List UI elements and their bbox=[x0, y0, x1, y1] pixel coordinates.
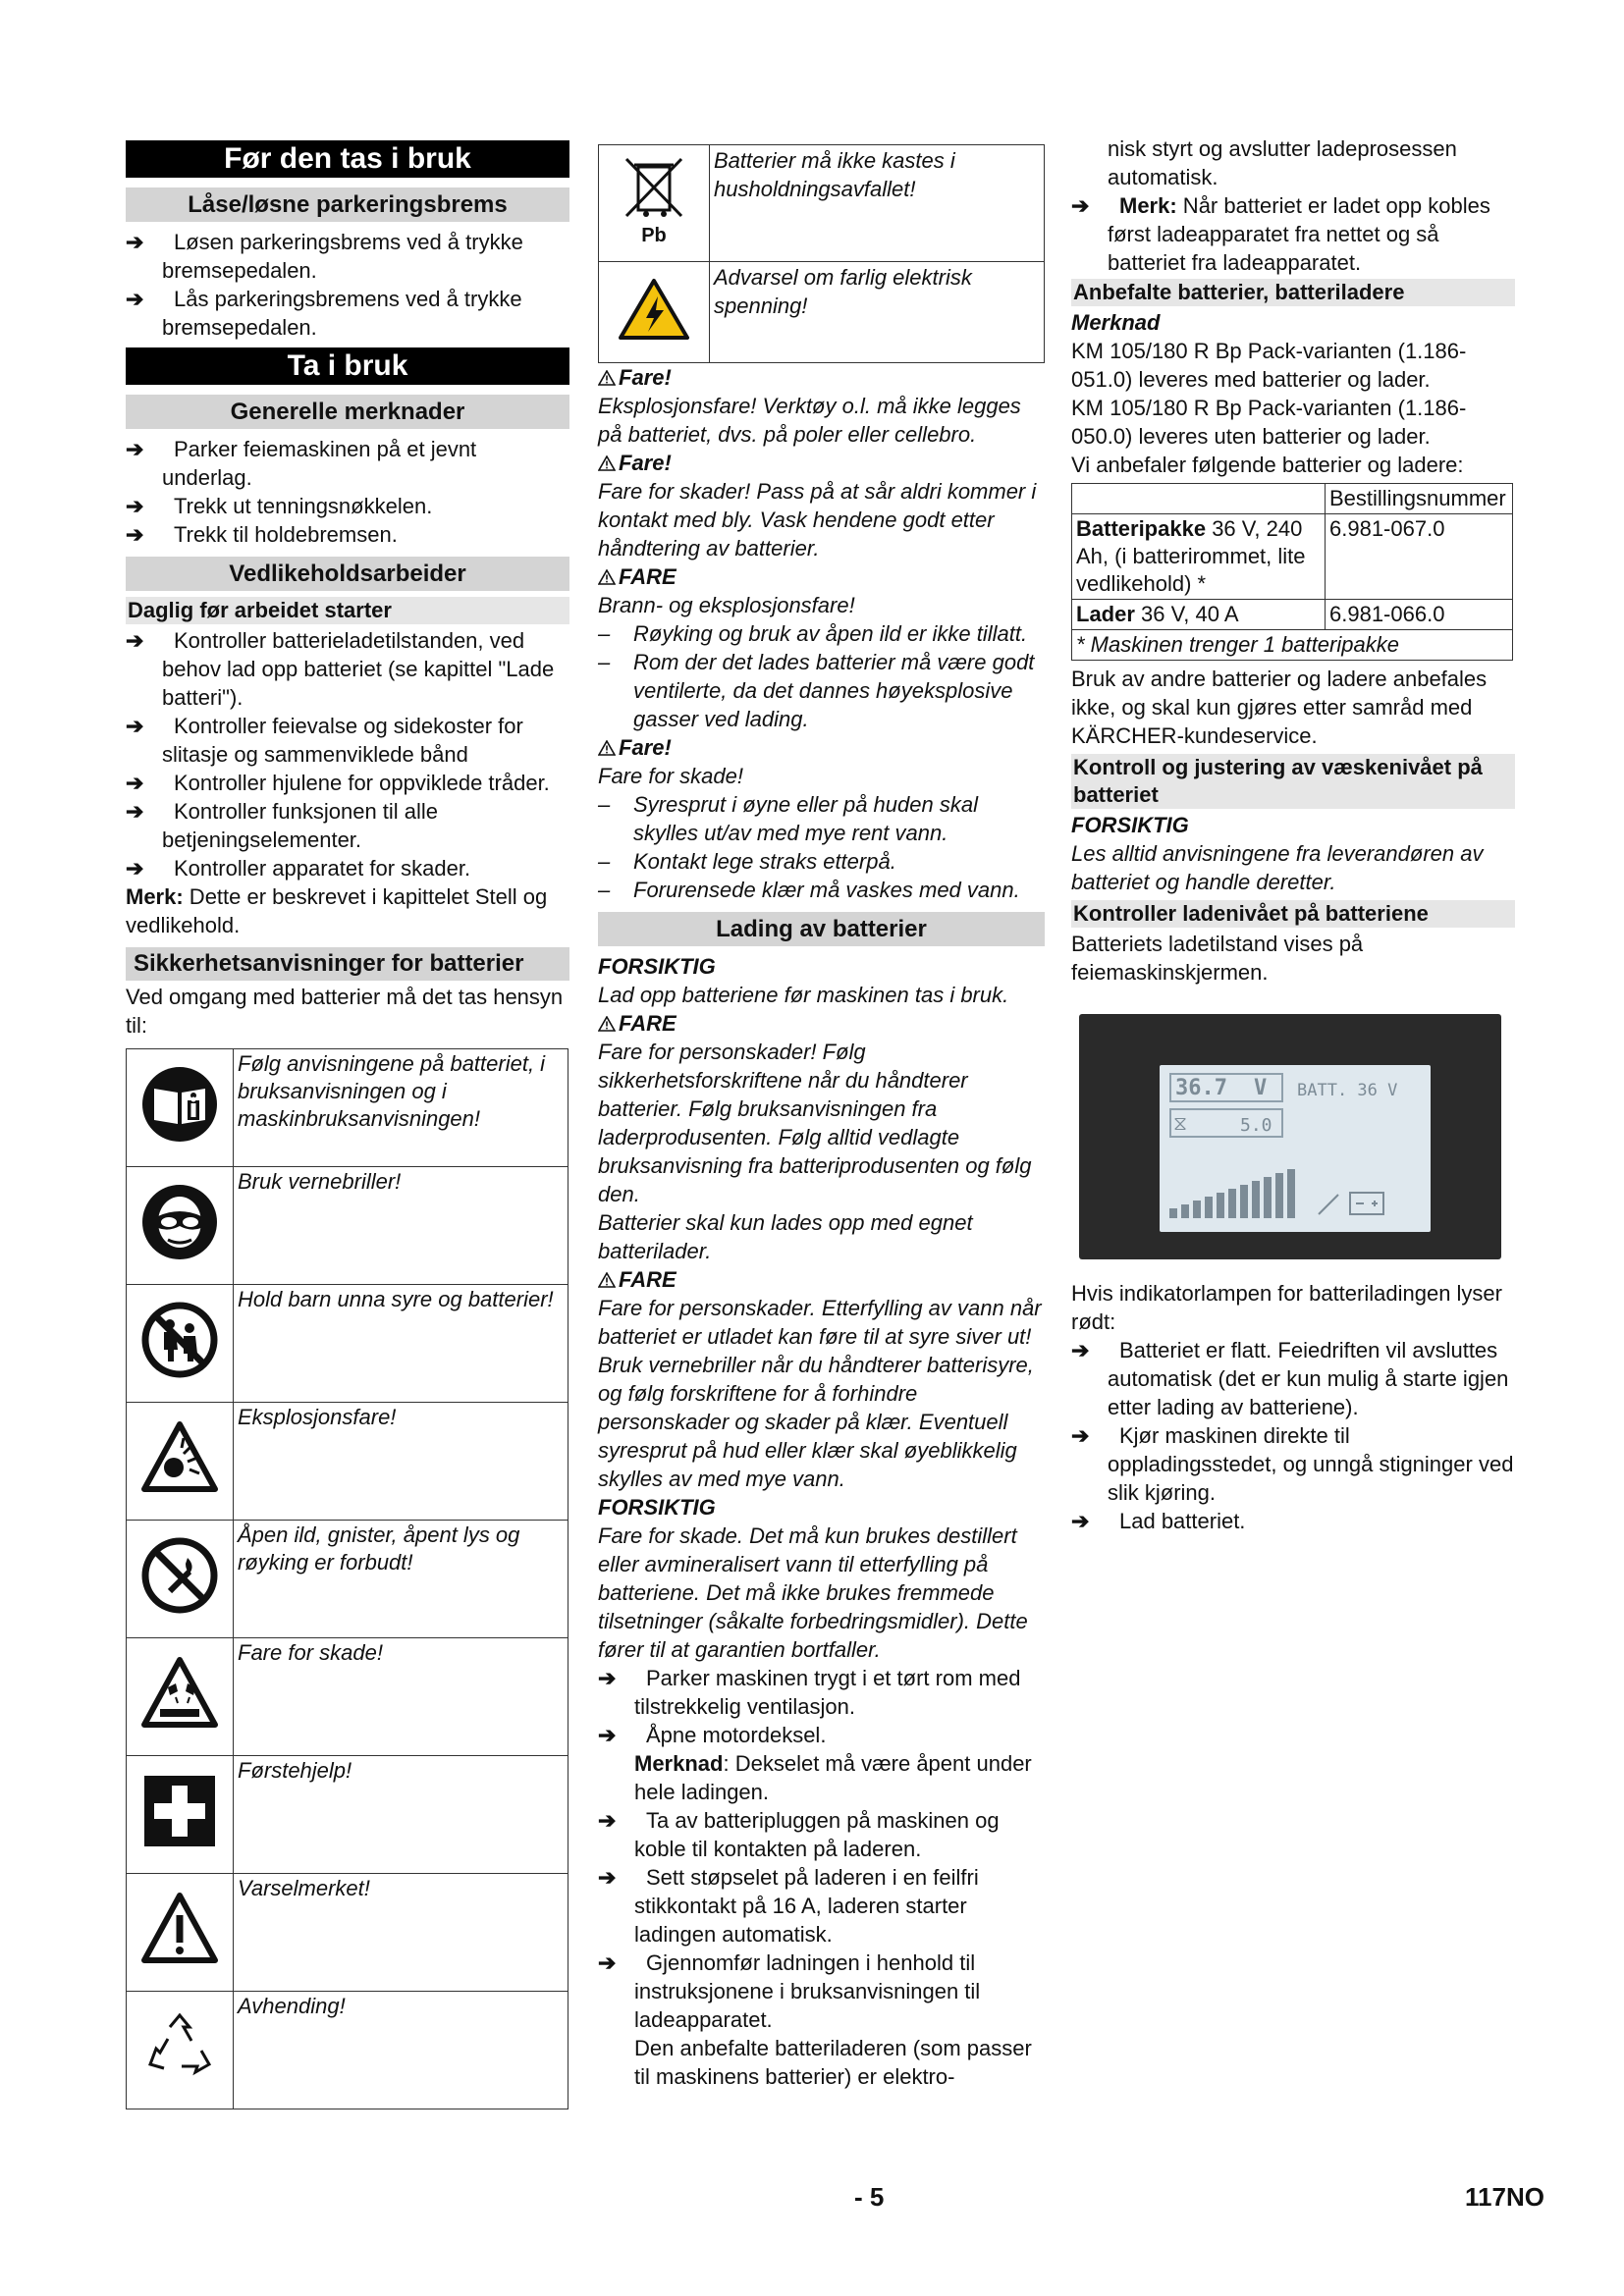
danger-text: Batterier skal kun lades opp med egnet batterilader. bbox=[598, 1210, 973, 1263]
danger-label: Fare! bbox=[598, 733, 1045, 762]
list-item: ➔ Kjør maskinen direkte til oppladingsstedet, og unngå stigninger ved slik kjøring. bbox=[1071, 1421, 1515, 1507]
subheading-recommended: Anbefalte batterier, batteriladere bbox=[1071, 279, 1515, 306]
list-item: – Rom der det lades batterier må være godt ventilerte, da det dannes høyeksplosive gasser ved lading. bbox=[598, 648, 1045, 733]
danger-text: Fare for personskader! Følg sikkerhetsforskriftene når du håndterer batterier. Følg bruksanvisningen fra laderprodusenten. Følg alltid vedlagte bruksanvisning fra batteriprodusenten og følg den. bbox=[598, 1040, 1032, 1206]
warning-triangle-icon bbox=[598, 455, 616, 471]
voltage-value: 36.7 bbox=[1175, 1076, 1227, 1100]
recommended-batteries-table bbox=[1071, 483, 1513, 661]
list-item: ➔ Gjennomfør ladningen i henhold til instruksjonene i bruksanvisningen til ladeapparatet. bbox=[598, 1949, 1045, 2034]
paragraph: Hvis indikatorlampen for batteriladingen lyser rødt: bbox=[1071, 1281, 1502, 1334]
list-item: ➔ Lad batteriet. bbox=[1071, 1507, 1515, 1535]
safety-goggles-icon bbox=[140, 1183, 219, 1261]
warning-triangle-icon bbox=[598, 1272, 616, 1288]
list-item: ➔ Parker feiemaskinen på et jevnt underlag. bbox=[126, 435, 569, 492]
list-item: ➔ Merk: Når batteriet er ladet opp kobles først ladeapparatet fra nettet og så batteriet fra ladeapparatet. bbox=[1071, 191, 1515, 277]
caution-label: FORSIKTIG bbox=[598, 1495, 716, 1520]
list-item: – Røyking og bruk av åpen ild er ikke tillatt. bbox=[598, 619, 1045, 648]
subsection-title-maintenance: Vedlikeholdsarbeider bbox=[126, 557, 569, 591]
section-title-before-use: Før den tas i bruk bbox=[126, 140, 569, 178]
hour-glass-icon: ⧖ bbox=[1173, 1111, 1188, 1135]
page-number: - 5 bbox=[854, 2182, 885, 2212]
subheading-fluid-level: Kontroll og justering av væskenivået på batteriet bbox=[1071, 754, 1515, 809]
list-item: – Forurensede klær må vaskes med vann. bbox=[598, 876, 1045, 904]
symbol-text: Følg anvisningene på batteriet, i bruksanvisningen og i maskinbruksanvisningen! bbox=[234, 1049, 568, 1167]
warning-icon bbox=[140, 1890, 219, 1968]
danger-label: FARE bbox=[598, 1265, 1045, 1294]
symbol-text: Fare for skade! bbox=[234, 1638, 568, 1756]
table-cell: 6.981-067.0 bbox=[1326, 514, 1513, 600]
danger-text: Fare for personskader. Etterfylling av vann når batteriet er utladet kan føre til at syre siver ut! Bruk vernebriller når du håndterer batterisyre, og følg forskriftene for å forhindre personskader og skader på klær. Eventuell syresprut på hud eller klær skal øyeblikkelig skylles av med mye vann. bbox=[598, 1296, 1042, 1491]
note: Merk: Dette er beskrevet i kapittelet Stell og vedlikehold. bbox=[126, 884, 548, 937]
table-row bbox=[1072, 484, 1513, 514]
recycle-icon bbox=[140, 2007, 219, 2086]
caution-text: Les alltid anvisningene fra leverandøren av batteriet og handle deretter. bbox=[1071, 841, 1484, 894]
warning-triangle-icon bbox=[598, 1016, 616, 1032]
list-item: – Syresprut i øyne eller på huden skal skylles ut/av med mye rent vann. bbox=[598, 790, 1045, 847]
symbol-text: Eksplosjonsfare! bbox=[234, 1403, 568, 1521]
symbol-text: Åpen ild, gnister, åpent lys og røyking er forbudt! bbox=[234, 1521, 568, 1638]
paragraph: Den anbefalte batteriladeren (som passer til maskinens batterier) er elektro- bbox=[634, 2036, 1032, 2089]
table-footnote: * Maskinen trenger 1 batteripakke bbox=[1072, 630, 1513, 661]
paragraph: KM 105/180 R Bp Pack-varianten (1.186-051.0) leveres med batterier og lader. bbox=[1071, 339, 1467, 392]
table-row bbox=[127, 1167, 568, 1285]
caution-label: FORSIKTIG bbox=[598, 954, 716, 979]
list-item: ➔ Kontroller funksjonen til alle betjeningselementer. bbox=[126, 797, 569, 854]
danger-label: Fare! bbox=[598, 449, 1045, 477]
electric-hazard-icon bbox=[619, 277, 689, 342]
table-cell: Batteripakke 36 V, 240 Ah, (i batterirommet, lite vedlikehold) * bbox=[1072, 514, 1326, 600]
table-row bbox=[127, 1638, 568, 1756]
keep-children-away-icon bbox=[140, 1301, 219, 1379]
list-item: ➔ Trekk ut tenningsnøkkelen. bbox=[126, 492, 569, 520]
warning-triangle-icon bbox=[598, 569, 616, 585]
subsection-title-general: Generelle merknader bbox=[126, 395, 569, 429]
battery-type: BATT. 36 V bbox=[1297, 1081, 1398, 1100]
section-title-use: Ta i bruk bbox=[126, 347, 569, 385]
merknad-label: Merknad bbox=[1071, 310, 1161, 335]
table-row bbox=[127, 1992, 568, 2109]
column-3 bbox=[1071, 134, 1515, 1535]
first-aid-icon bbox=[140, 1772, 219, 1850]
table-row bbox=[599, 262, 1045, 363]
paragraph: Batteriets ladetilstand vises på feiemaskinskjermen. bbox=[1071, 932, 1364, 985]
voltage-unit: V bbox=[1254, 1076, 1268, 1100]
table-row bbox=[127, 1756, 568, 1874]
symbol-text: Bruk vernebriller! bbox=[234, 1167, 568, 1285]
list-item: ➔ Kontroller apparatet for skader. bbox=[126, 854, 569, 882]
list-item: ➔ Kontroller feievalse og sidekoster for slitasje og sammenviklede bånd bbox=[126, 712, 569, 769]
subsection-title-battery-safety: Sikkerhetsanvisninger for batterier bbox=[126, 947, 569, 981]
table-cell: 6.981-066.0 bbox=[1326, 600, 1513, 630]
hours-value: 5.0 bbox=[1240, 1115, 1272, 1136]
symbol-text: Varselmerket! bbox=[234, 1874, 568, 1992]
subsection-title-charging: Lading av batterier bbox=[598, 912, 1045, 946]
symbol-text: Batterier må ikke kastes i husholdningsavfallet! bbox=[710, 145, 1045, 262]
merknad: Merknad: Dekselet må være åpent under hele ladingen. bbox=[634, 1751, 1032, 1804]
warning-triangle-icon bbox=[598, 740, 616, 756]
column-2 bbox=[598, 144, 1045, 2091]
table-row bbox=[1072, 514, 1513, 600]
subsection-title-brake: Låse/løsne parkeringsbrems bbox=[126, 187, 569, 222]
danger-text: Brann- og eksplosjonsfare! bbox=[598, 593, 855, 617]
safety-symbols-table bbox=[126, 1048, 568, 2109]
symbol-text: Avhending! bbox=[234, 1992, 568, 2109]
safety-intro: Ved omgang med batterier må det tas hensyn til: bbox=[126, 985, 564, 1038]
danger-label: FARE bbox=[598, 1009, 1045, 1038]
subheading-charge-level: Kontroller ladenivået på batteriene bbox=[1071, 900, 1515, 928]
pb-label: Pb bbox=[641, 224, 667, 246]
table-row bbox=[127, 1874, 568, 1992]
no-fire-icon bbox=[140, 1536, 219, 1615]
table-row bbox=[127, 1521, 568, 1638]
crossed-bin-pb-icon bbox=[619, 151, 689, 249]
caution-label: FORSIKTIG bbox=[1071, 813, 1189, 837]
paragraph: nisk styrt og avslutter ladeprosessen automatisk. bbox=[1108, 136, 1457, 189]
caution-text: Fare for skade. Det må kun brukes destillert eller avmineralisert vann til etterfylling på batteriene. Det må ikke brukes fremmede tilsetninger (såkalte forbedringsmidler). Dette fører til at garantien bortfaller. bbox=[598, 1523, 1028, 1662]
table-row bbox=[1072, 630, 1513, 661]
paragraph: KM 105/180 R Bp Pack-varianten (1.186-050.0) leveres uten batterier og lader. bbox=[1071, 396, 1467, 449]
read-manual-icon bbox=[140, 1065, 219, 1144]
paragraph: Bruk av andre batterier og ladere anbefales ikke, og skal kun gjøres etter samråd med KÄRCHER-kundeservice. bbox=[1071, 667, 1488, 748]
list-item: – Kontakt lege straks etterpå. bbox=[598, 847, 1045, 876]
corrosive-icon bbox=[140, 1654, 219, 1733]
battery-display-photo bbox=[1079, 1014, 1501, 1259]
table-row bbox=[127, 1403, 568, 1521]
symbol-text: Førstehjelp! bbox=[234, 1756, 568, 1874]
danger-text: Eksplosjonsfare! Verktøy o.l. må ikke legges på batteriet, dvs. på poler eller cellebro. bbox=[598, 394, 1021, 447]
list-item: ➔ Kontroller batterieladetilstanden, ved behov lad opp batteriet (se kapittel "Lade batteri"). bbox=[126, 626, 569, 712]
list-item: ➔ Parker maskinen trygt i et tørt rom med tilstrekkelig ventilasjon. bbox=[598, 1664, 1045, 1721]
danger-label: Fare! bbox=[598, 363, 1045, 392]
paragraph: Vi anbefaler følgende batterier og ladere: bbox=[1071, 453, 1464, 477]
charge-level-bars bbox=[1169, 1163, 1425, 1224]
danger-label: FARE bbox=[598, 562, 1045, 591]
list-item: ➔ Trekk til holdebremsen. bbox=[126, 520, 569, 549]
caution-text: Lad opp batteriene før maskinen tas i bruk. bbox=[598, 983, 1009, 1007]
list-item: ➔ Åpne motordeksel. bbox=[598, 1721, 1045, 1749]
table-row bbox=[1072, 600, 1513, 630]
table-row bbox=[127, 1049, 568, 1167]
table-cell: Lader 36 V, 40 A bbox=[1072, 600, 1326, 630]
disposal-symbols-table bbox=[598, 144, 1045, 363]
subheading-daily: Daglig før arbeidet starter bbox=[126, 597, 569, 624]
explosion-icon bbox=[140, 1418, 219, 1497]
list-item: ➔ Batteriet er flatt. Feiedriften vil avsluttes automatisk (det er kun mulig å starte igjen etter lading av batteriene). bbox=[1071, 1336, 1515, 1421]
list-item: ➔ Kontroller hjulene for oppviklede tråder. bbox=[126, 769, 569, 797]
warning-triangle-icon bbox=[598, 370, 616, 386]
symbol-text: Advarsel om farlig elektrisk spenning! bbox=[710, 262, 1045, 363]
table-header: Bestillingsnummer bbox=[1326, 484, 1513, 514]
list-item: ➔ Løsen parkeringsbrems ved å trykke bremsepedalen. bbox=[126, 228, 569, 285]
symbol-text: Hold barn unna syre og batterier! bbox=[234, 1285, 568, 1403]
danger-text: Fare for skade! bbox=[598, 764, 743, 788]
page-code: 117NO bbox=[1465, 2182, 1544, 2212]
danger-text: Fare for skader! Pass på at sår aldri kommer i kontakt med bly. Vask hendene godt etter håndtering av batterier. bbox=[598, 479, 1037, 561]
column-1 bbox=[126, 140, 569, 2109]
table-row bbox=[127, 1285, 568, 1403]
lcd-screen bbox=[1160, 1065, 1431, 1232]
list-item: ➔ Lås parkeringsbremens ved å trykke bremsepedalen. bbox=[126, 285, 569, 342]
list-item: ➔ Ta av batteripluggen på maskinen og koble til kontakten på laderen. bbox=[598, 1806, 1045, 1863]
table-row bbox=[599, 145, 1045, 262]
list-item: ➔ Sett støpselet på laderen i en feilfri stikkontakt på 16 A, laderen starter ladingen automatisk. bbox=[598, 1863, 1045, 1949]
